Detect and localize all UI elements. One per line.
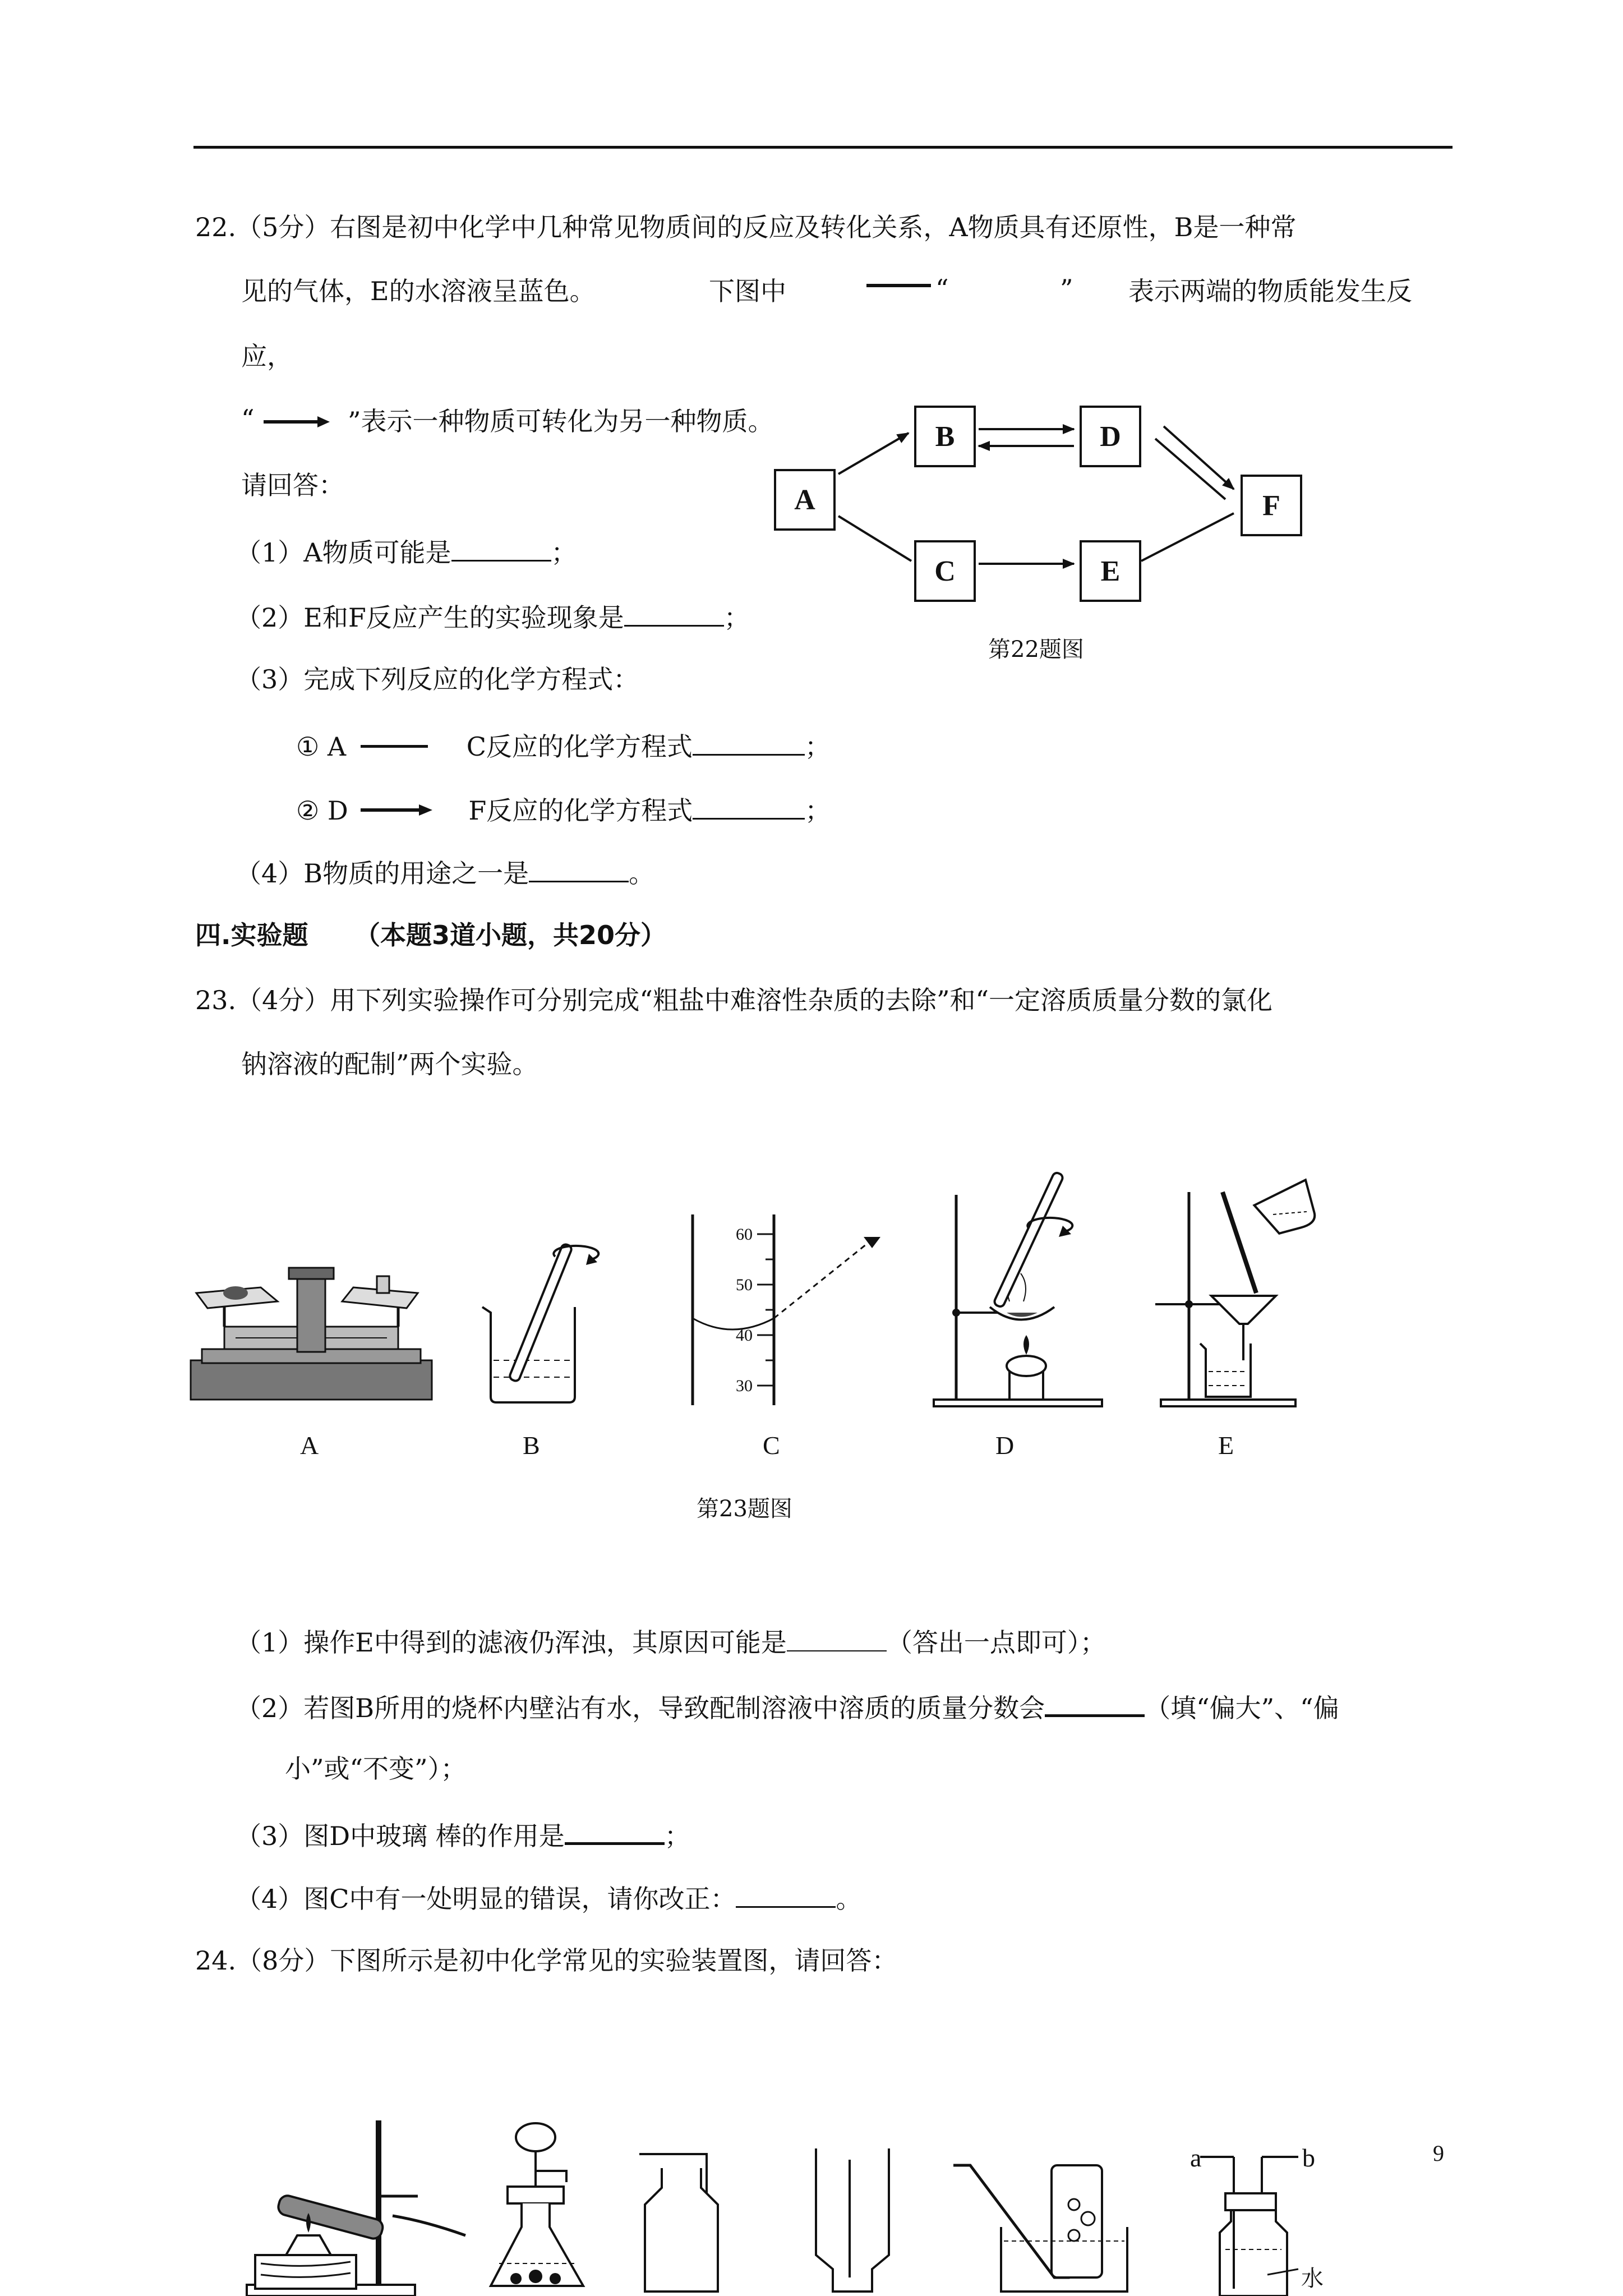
answer-blank[interactable] <box>693 731 805 756</box>
apparatus-erlenmeyer-funnel <box>482 2120 611 2296</box>
q23-part2 <box>236 1692 1339 1721</box>
q23-part2-line2: 小”或“不变”）； <box>285 1754 467 1784</box>
figure-d-label: D <box>995 1431 1015 1460</box>
q22-line1: 22.（5分）右图是初中化学中几种常见物质间的反应及转化关系，A物质具有还原性，B是一种常 <box>195 212 1297 242</box>
q22-line2b: 下图中 <box>709 276 786 306</box>
apparatus-water-trough <box>948 2143 1133 2296</box>
section4-title: 四.实验题 <box>195 920 308 950</box>
q22-part3a-label: ① A <box>296 731 347 762</box>
cylinder-tick-40: 40 <box>736 1326 753 1345</box>
q22-part3a <box>296 731 831 760</box>
figure-a-balance <box>191 1257 432 1408</box>
q22-part4-text: （4）B物质的用途之一是 <box>236 858 529 889</box>
q22-part2-text: （2）E和F反应产生的实验现象是 <box>236 602 624 633</box>
answer-blank[interactable] <box>565 1820 665 1845</box>
node-e: E <box>1080 540 1141 602</box>
q22-prompt: 请回答： <box>241 470 344 500</box>
figure-b-label: B <box>523 1431 540 1460</box>
q23-part1-end: （答出一点即可）； <box>886 1627 1106 1658</box>
figure-b-beaker-stirring <box>477 1234 611 1408</box>
figure-e-label: E <box>1218 1431 1234 1460</box>
reaction-line-icon <box>361 745 428 748</box>
answer-blank[interactable] <box>1045 1692 1145 1717</box>
apparatus-gas-bottle-up <box>634 2143 740 2296</box>
q22-part3b <box>296 795 831 826</box>
q22-part2-end: ； <box>723 602 750 633</box>
q22-line2a: 见的气体，E的水溶液呈蓝色。 <box>241 276 596 306</box>
q23-line2: 钠溶液的配制”两个实验。 <box>241 1049 538 1079</box>
q22-part4 <box>236 858 655 889</box>
answer-blank[interactable] <box>529 858 629 882</box>
node-d: D <box>1080 406 1141 467</box>
port-b-label: b <box>1302 2143 1315 2172</box>
q23-part4-text: （4）图C中有一处明显的错误，请你改正： <box>236 1884 736 1914</box>
figure-c-label: C <box>763 1431 780 1460</box>
figure-c-cylinder-reading <box>690 1214 897 1411</box>
q22-part3b-label: ② D <box>296 795 348 826</box>
q22-part4-end: 。 <box>629 858 655 889</box>
node-b: B <box>914 406 976 467</box>
q23-line1: 23.（4分）用下列实验操作可分别完成“粗盐中难溶性杂质的去除”和“一定溶质质量分数的氯化 <box>195 985 1272 1015</box>
cylinder-tick-50: 50 <box>736 1276 753 1294</box>
q24-line1: 24.（8分）下图所示是初中化学常见的实验装置图，请回答： <box>195 1945 898 1976</box>
figure-d-evaporation <box>931 1178 1116 1414</box>
cylinder-tick-30: 30 <box>736 1377 753 1395</box>
q22-line2c: “ <box>935 274 949 304</box>
q22-figure-caption: 第22题图 <box>988 637 1084 662</box>
q22-arrow-quote: “ <box>241 404 255 434</box>
q22-part1-end: ； <box>551 537 577 568</box>
apparatus-heating-tube <box>241 2115 477 2296</box>
section4-note: （本题3道小题，共20分） <box>354 920 667 950</box>
q22-line2d: ” <box>1060 274 1073 304</box>
page-number: 9 <box>1433 2141 1444 2166</box>
answer-blank[interactable] <box>736 1884 836 1908</box>
q22-arrow-desc: ”表示一种物质可转化为另一种物质。 <box>348 406 774 436</box>
q23-part2-end: （填“偏大”、“偏 <box>1145 1693 1339 1723</box>
q22-part1-text: （1）A物质可能是 <box>236 537 451 568</box>
q22-line2e: 表示两端的物质能发生反 <box>1128 276 1412 306</box>
q23-part1-text: （1）操作E中得到的滤液仍浑浊，其原因可能是 <box>236 1627 787 1658</box>
figure-a-label: A <box>300 1431 319 1460</box>
node-c: C <box>914 540 976 602</box>
q23-figure-caption: 第23题图 <box>697 1496 792 1522</box>
q23-part2-text: （2）若图B所用的烧杯内壁沾有水，导致配制溶液中溶质的质量分数会 <box>236 1693 1045 1723</box>
q22-part3a-text: C反应的化学方程式 <box>466 731 693 762</box>
node-a: A <box>774 469 836 531</box>
q22-part3b-end: ； <box>805 795 831 826</box>
q23-part4-end: 。 <box>836 1884 862 1914</box>
node-f: F <box>1241 475 1302 536</box>
q22-part3: （3）完成下列反应的化学方程式： <box>236 664 639 694</box>
answer-blank[interactable] <box>693 795 805 820</box>
cylinder-tick-60: 60 <box>736 1225 753 1244</box>
answer-blank[interactable] <box>787 1628 887 1651</box>
q23-part3 <box>236 1820 690 1849</box>
water-label: 水 <box>1301 2266 1324 2291</box>
q22-part3b-text: F反应的化学方程式 <box>468 795 693 826</box>
q23-part1 <box>236 1627 1106 1658</box>
q22-diagram-connectors <box>0 0 1623 673</box>
apparatus-gas-bottle-down <box>808 2143 903 2296</box>
figure-e-filtration <box>1150 1175 1329 1411</box>
q23-part3-text: （3）图D中玻璃 棒的作用是 <box>236 1821 565 1851</box>
q22-part3a-end: ； <box>804 731 831 762</box>
q23-part4 <box>236 1884 861 1912</box>
q23-part3-end: ； <box>664 1821 690 1851</box>
conversion-arrow-icon <box>361 803 434 817</box>
q22-line3: 应， <box>241 341 293 371</box>
port-a-label: a <box>1190 2143 1202 2172</box>
